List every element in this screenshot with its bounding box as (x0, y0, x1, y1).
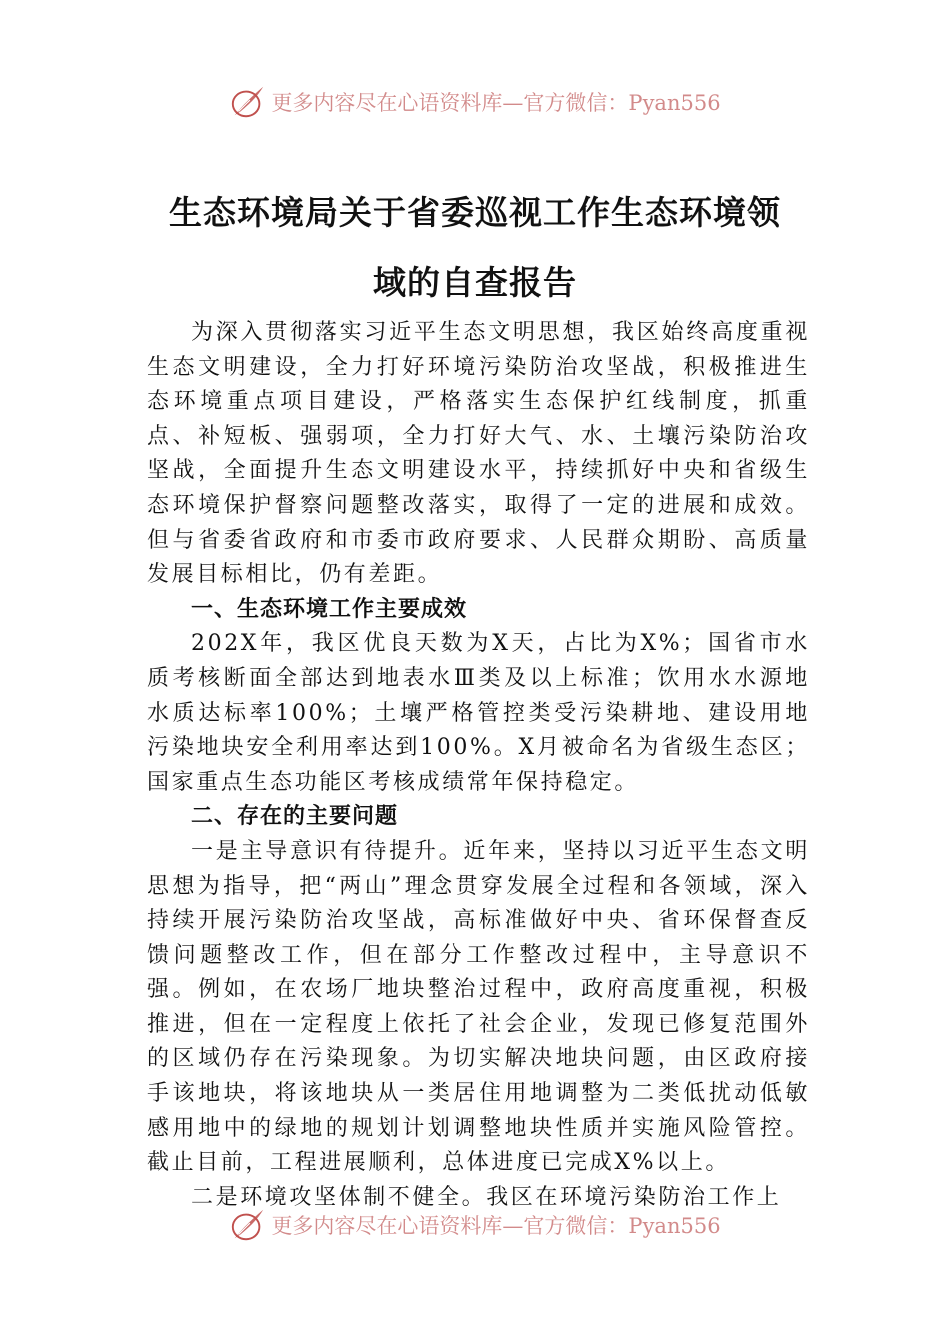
section-1-heading: 一、生态环境工作主要成效 (191, 596, 468, 622)
intro-paragraph: 为深入贯彻落实习近平生态文明思想，我区始终高度重视生态文明建设，全力打好环境污染防治攻坚战，积极推进生态环境重点项目建设，严格落实生态保护红线制度，抓重点、补短板、强弱项，全力打好大气、水、土壤污染防治攻坚战，全面提升生态文明建设水平，持续抓好中央和省级生态环境保护督察问题整改落实，取得了一定的进展和成效。但与省委省政府和市委市政府要求、人民群众期盼、高质量发展目标相比，仍有差距。 (147, 320, 810, 588)
title-line-1: 生态环境局关于省委巡视工作生态环境领 (169, 193, 781, 232)
quill-logo-icon (229, 1206, 267, 1244)
footer-banner (0, 1205, 950, 1245)
document-body (147, 316, 810, 1215)
header-banner (0, 82, 950, 122)
footer-banner-text: 更多内容尽在心语资料库—官方微信：Pyan556 (271, 1214, 721, 1238)
section-2-paragraph-1: 一是主导意识有待提升。近年来，坚持以习近平生态文明思想为指导，把“两山”理念贯穿发展全过程和各领域，深入持续开展污染防治攻坚战，高标准做好中央、省环保督查反馈问题整改工作，但在部分工作整改过程中，主导意识不强。例如，在农场厂地块整治过程中，政府高度重视，积极推进，但在一定程度上依托了社会企业，发现已修复范围外的区域仍存在污染现象。为切实解决地块问题，由区政府接手该地块，将该地块从一类居住用地调整为二类低扰动低敏感用地中的绿地的规划计划调整地块性质并实施风险管控。截止目前，工程进展顺利，总体进度已完成X%以上。 (147, 838, 810, 1176)
quill-logo-icon (229, 83, 267, 121)
document-title (140, 178, 810, 318)
title-line-2: 域的自查报告 (373, 263, 577, 302)
section-2-paragraph-2: 二是环境攻坚体制不健全。我区在环境污染防治工作上 (191, 1184, 782, 1210)
header-banner-text: 更多内容尽在心语资料库—官方微信：Pyan556 (271, 91, 721, 115)
section-1-paragraph: 202X年，我区优良天数为X天，占比为X%；国省市水质考核断面全部达到地表水Ⅲ类及以上标准；饮用水水源地水质达标率100%；土壤严格管控类受污染耕地、建设用地污染地块安全利用率达到100%。X月被命名为省级生态区；国家重点生态功能区考核成绩常年保持稳定。 (147, 631, 810, 795)
section-2-heading: 二、存在的主要问题 (191, 804, 399, 830)
